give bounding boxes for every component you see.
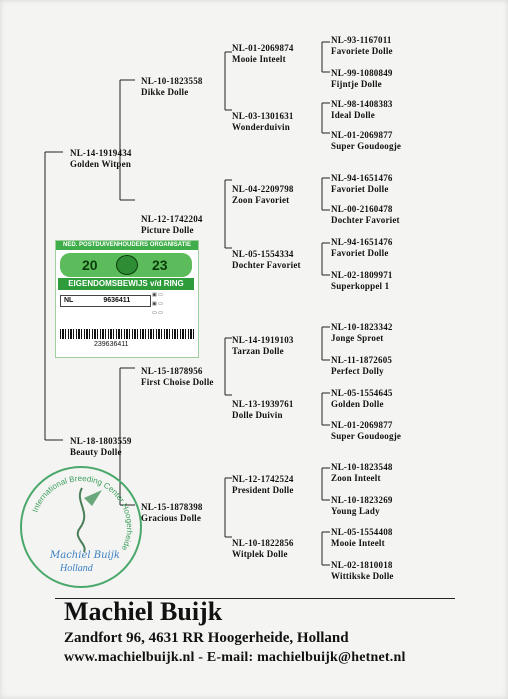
bird-name: Dochter Favoriet [232, 260, 301, 270]
bird-name: Young Lady [331, 506, 380, 516]
bird-gen3 [232, 399, 294, 421]
bird-name: Favoriete Dolle [331, 46, 393, 56]
ring-number: NL-14-1919103 [232, 335, 294, 345]
breeder-name: Machiel Buijk [64, 597, 223, 626]
bird-name: Dolle Duivin [232, 410, 283, 420]
ring-number: NL-00-2160478 [331, 204, 393, 214]
ring-number: NL-15-1878398 [141, 502, 203, 512]
bird-name: Favoriet Dolle [331, 184, 389, 194]
bird-name: Golden Dolle [331, 399, 384, 409]
bird-gen4 [331, 495, 393, 517]
bird-gen4 [331, 527, 393, 549]
card-ring-number: 9636411 [103, 297, 131, 304]
bird-name: Golden Witpen [70, 159, 132, 169]
bird-gen4 [331, 173, 393, 195]
bird-gen4 [331, 462, 393, 484]
card-year-left: 20 [82, 257, 98, 273]
ring-number: NL-05-1554334 [232, 249, 294, 259]
bird-name: Ideal Dolle [331, 110, 375, 120]
bird-name: Beauty Dolle [70, 447, 122, 457]
bird-name: Tarzan Dolle [232, 346, 284, 356]
ring-number: NL-14-1919434 [70, 148, 132, 158]
bird-gen3 [232, 538, 294, 560]
bird-name: Zoon Favoriet [232, 195, 290, 205]
bird-gen4 [331, 35, 393, 57]
bird-name: Mooie Inteelt [232, 54, 286, 64]
bird-name: Witplek Dolle [232, 549, 288, 559]
bird-name: Fijntje Dolle [331, 79, 382, 89]
ring-number: NL-10-1823548 [331, 462, 393, 472]
stamp-country: Holland [60, 563, 93, 574]
ring-number: NL-01-2069877 [331, 130, 393, 140]
bird-name: President Dolle [232, 485, 294, 495]
card-checkbox-list: ▣ ▭ ▣ ▭ ▭ ▭ [152, 292, 163, 316]
ring-number: NL-15-1878956 [141, 366, 203, 376]
ring-number: NL-10-1823342 [331, 322, 393, 332]
bird-gen4 [331, 130, 401, 152]
bird-name: Picture Dolle [141, 225, 194, 235]
bird-sire [141, 76, 203, 98]
bird-name: Wonderduivin [232, 122, 290, 132]
bird-gen4 [331, 355, 392, 377]
bird-name: Dikke Dolle [141, 87, 189, 97]
wing-icon [84, 490, 102, 506]
bird-gen4 [331, 270, 393, 292]
ring-number: NL-01-2069877 [331, 420, 393, 430]
card-country: NL [64, 297, 74, 304]
breeding-center-stamp [20, 466, 142, 588]
bird-gen3 [232, 184, 294, 206]
ring-number: NL-05-1554645 [331, 388, 393, 398]
ring-number: NL-05-1554408 [331, 527, 393, 537]
ring-number: NL-02-1809971 [331, 270, 393, 280]
barcode-number: 239636411 [94, 341, 129, 348]
ring-number: NL-99-1080849 [331, 68, 393, 78]
card-title: EIGENDOMSBEWIJS v/d RING [58, 278, 194, 290]
bird-name: Superkoppel 1 [331, 281, 390, 291]
barcode [60, 329, 194, 339]
ring-ownership-card [55, 240, 199, 358]
bird-dam-sire [141, 366, 214, 388]
ring-number: NL-12-1742524 [232, 474, 294, 484]
bird-name: Dochter Favoriet [331, 215, 400, 225]
ring-number: NL-13-1939761 [232, 399, 294, 409]
ring-number: NL-98-1408383 [331, 99, 393, 109]
ring-number: NL-01-2069874 [232, 43, 294, 53]
ring-number: NL-10-1822856 [232, 538, 294, 548]
ring-number: NL-10-1823558 [141, 76, 203, 86]
ring-number: NL-94-1651476 [331, 173, 393, 183]
bird-name: Gracious Dolle [141, 513, 202, 523]
card-year-right: 23 [152, 257, 168, 273]
stamp-text: International Breeding Center Hoogerheide [30, 473, 135, 553]
bird-name: Super Goudoogje [331, 141, 402, 151]
crest-icon [116, 255, 138, 275]
bird-gen4 [331, 420, 401, 442]
bird-sire-sire [141, 214, 203, 236]
ring-number: NL-03-1301631 [232, 111, 294, 121]
bird-gen3 [232, 111, 294, 133]
bird-name: Super Goudoogje [331, 431, 402, 441]
bird-gen4 [331, 68, 393, 90]
bird-name: Jonge Sproet [331, 333, 384, 343]
bird-gen3 [232, 43, 294, 65]
bird-dam-dam [141, 502, 203, 524]
ring-number: NL-93-1167011 [331, 35, 392, 45]
card-ring-field [60, 295, 151, 307]
bird-gen3 [232, 474, 294, 496]
bird-gen4 [331, 204, 400, 226]
bird-gen4 [331, 560, 394, 582]
bird-gen3 [232, 249, 301, 271]
bird-name: Mooie Inteelt [331, 538, 385, 548]
bird-name: First Choise Dolle [141, 377, 214, 387]
stamp-signature: Machiel Buijk [50, 550, 120, 561]
breeder-address: Zandfort 96, 4631 RR Hoogerheide, Holland [64, 630, 349, 646]
ring-number: NL-11-1872605 [331, 355, 393, 365]
svg-text:International Breeding Center [31, 474, 134, 553]
ring-number: NL-04-2209798 [232, 184, 294, 194]
bird-name: Perfect Dolly [331, 366, 384, 376]
bird-name: Favoriet Dolle [331, 248, 389, 258]
ring-number: NL-10-1823269 [331, 495, 393, 505]
bird-gen4 [331, 99, 393, 121]
bird-gen3 [232, 335, 294, 357]
bird-gen4 [331, 388, 393, 410]
bird-gen4 [331, 322, 393, 344]
bird-icon [78, 488, 85, 552]
bird-dam [70, 436, 132, 458]
breeder-contact: www.machielbuijk.nl - E-mail: machielbuijk@hetnet.nl [64, 650, 406, 665]
bird-name: Zoon Inteelt [331, 473, 381, 483]
ring-number: NL-02-1810018 [331, 560, 393, 570]
card-year-band [60, 253, 192, 277]
bird-gen4 [331, 237, 393, 259]
ring-number: NL-18-1803559 [70, 436, 132, 446]
ring-number: NL-12-1742204 [141, 214, 203, 224]
bird-subject [70, 148, 132, 170]
ring-number: NL-94-1651476 [331, 237, 393, 247]
bird-name: Wittikske Dolle [331, 571, 394, 581]
card-organisation: NED. POSTDUIVENHOUDERS ORGANISATIE [56, 241, 198, 250]
